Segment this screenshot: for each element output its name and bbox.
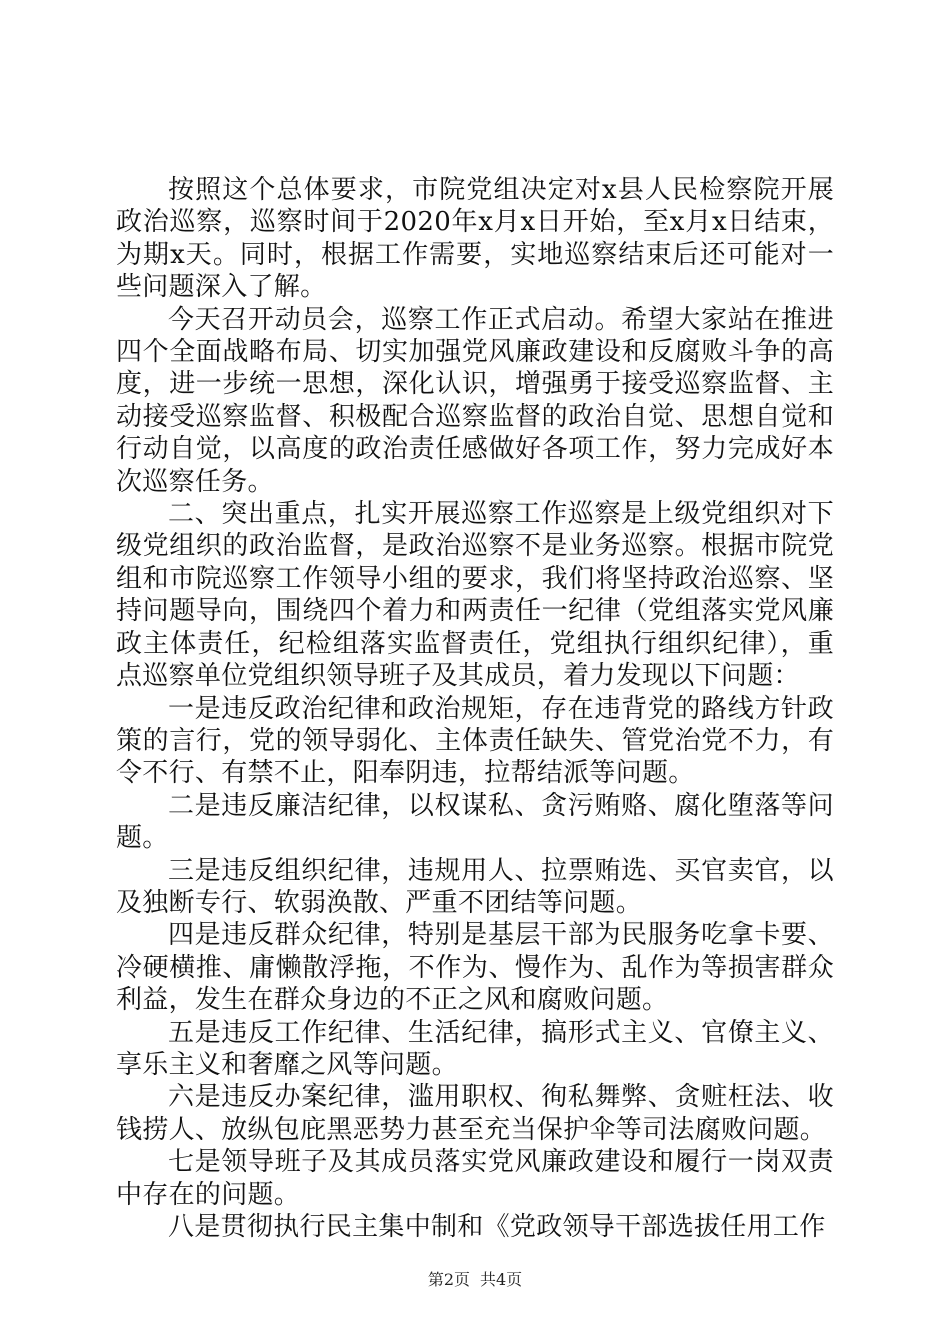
paragraph: 五是违反工作纪律、生活纪律，搞形式主义、官僚主义、享乐主义和奢靡之风等问题。 [116,1017,834,1080]
paragraph: 三是违反组织纪律，违规用人、拉票贿选、买官卖官，以及独断专行、软弱涣散、严重不团结等问题。 [116,855,834,918]
page-total: 共4页 [480,1270,523,1289]
paragraph: 二、突出重点，扎实开展巡察工作巡察是上级党组织对下级党组织的政治监督，是政治巡察不是业务巡察。根据市院党组和市院巡察工作领导小组的要求，我们将坚持政治巡察、坚持问题导向，围绕四个着力和两责任一纪律（党组落实党风廉政主体责任，纪检组落实监督责任，党组执行组织纪律），重点巡察单位党组织领导班子及其成员，着力发现以下问题： [116,499,834,692]
paragraph: 二是违反廉洁纪律，以权谋私、贪污贿赂、腐化堕落等问题。 [116,790,834,854]
paragraph: 今天召开动员会，巡察工作正式启动。希望大家站在推进四个全面战略布局、切实加强党风廉政建设和反腐败斗争的高度，进一步统一思想，深化认识，增强勇于接受巡察监督、主动接受巡察监督、积极配合巡察监督的政治自觉、思想自觉和行动自觉，以高度的政治责任感做好各项工作，努力完成好本次巡察任务。 [116,304,834,497]
paragraph: 按照这个总体要求，市院党组决定对x县人民检察院开展政治巡察，巡察时间于2020年x月x日开始，至x月x日结束，为期x天。同时，根据工作需要，实地巡察结束后还可能对一些问题深入了解。 [116,175,834,303]
paragraph: 八是贯彻执行民主集中制和《党政领导干部选拔任用工作 [168,1212,826,1242]
paragraph: 一是违反政治纪律和政治规矩，存在违背党的路线方针政策的言行，党的领导弱化、主体责任缺失、管党治党不力，有令不行、有禁不止，阳奉阴违，拉帮结派等问题。 [116,693,834,789]
paragraph: 四是违反群众纪律，特别是基层干部为民服务吃拿卡要、冷硬横推、庸懒散浮拖，不作为、慢作为、乱作为等损害群众利益，发生在群众身边的不正之风和腐败问题。 [116,920,834,1016]
paragraph: 七是领导班子及其成员落实党风廉政建设和履行一岗双责中存在的问题。 [116,1147,834,1210]
document-body [116,174,834,1243]
page-footer [0,1270,950,1290]
paragraph: 六是违反办案纪律，滥用职权、徇私舞弊、贪赃枉法、收钱捞人、放纵包庇黑恶势力甚至充当保护伞等司法腐败问题。 [116,1082,834,1145]
page-number: 第2页 [427,1270,470,1289]
